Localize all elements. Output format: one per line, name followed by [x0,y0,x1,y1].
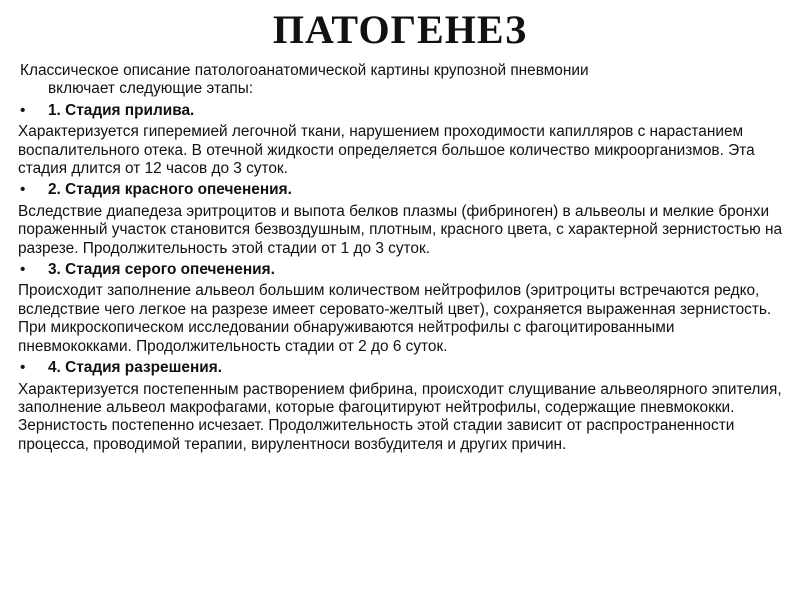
stage-1-text: Характеризуется гиперемией легочной ткани, нарушением проходимости капилляров с нарастанием воспалительного отека. В отечной жидкости определяется большое количество микроорганизмов. Эта стадия длится от 12 часов до 3 суток. [18,123,755,178]
stage-3-title: 3. Стадия серого опеченения. [48,261,275,279]
stage-2-title: 2. Стадия красного опеченения. [48,181,292,199]
stage-2-heading [18,181,788,199]
page-title: ПАТОГЕНЕЗ [272,7,528,52]
stage-4-text: Характеризуется постепенным растворением фибрина, происходит слущивание альвеолярного эпителия, заполнение альвеол макрофагами, которые фагоцитируют нейтрофилы, содержащие пневмококки. Зернистость постепенно исчезает. Продолжительность этой стадии зависит от распространенности процесса, проводимой терапии, вирулентноси возбудителя и других причин. [18,380,782,453]
bullet-icon: • [20,359,26,377]
stage-3-heading [18,261,788,279]
bullet-icon: • [20,181,26,199]
stage-1-title: 1. Стадия прилива. [48,101,195,119]
stage-4-heading [18,359,788,377]
content-body [18,62,788,457]
intro-line-1: Классическое описание патологоанатомической картины крупозной пневмонии [20,62,589,79]
intro-line-2: включает следующие этапы: [48,80,254,98]
intro-paragraph [18,62,788,99]
bullet-icon: • [20,261,26,279]
stage-3-text: Происходит заполнение альвеол большим количеством нейтрофилов (эритроциты встречаются редко, вследствие чего легкое на разрезе имеет серовато-желтый цвет), сохраняется выраженная зернистость. При микроскопическом исследовании обнаруживаются нейтрофилы с фагоцитированными пневмококками. Продолжительность стадии от 2 до 6 суток. [18,282,772,355]
bullet-icon: • [20,101,26,119]
stage-4-title: 4. Стадия разрешения. [48,359,222,377]
stage-2-text: Вследствие диапедеза эритроцитов и выпота белков плазмы (фибриноген) в альвеолы и мелкие бронхи пораженный участок становится безвоздушным, плотным, красного цвета, с характерной зернистостью на разрезе. Продолжительность этой стадии от 1 до 3 суток. [18,202,783,257]
stage-1-heading [18,102,788,120]
